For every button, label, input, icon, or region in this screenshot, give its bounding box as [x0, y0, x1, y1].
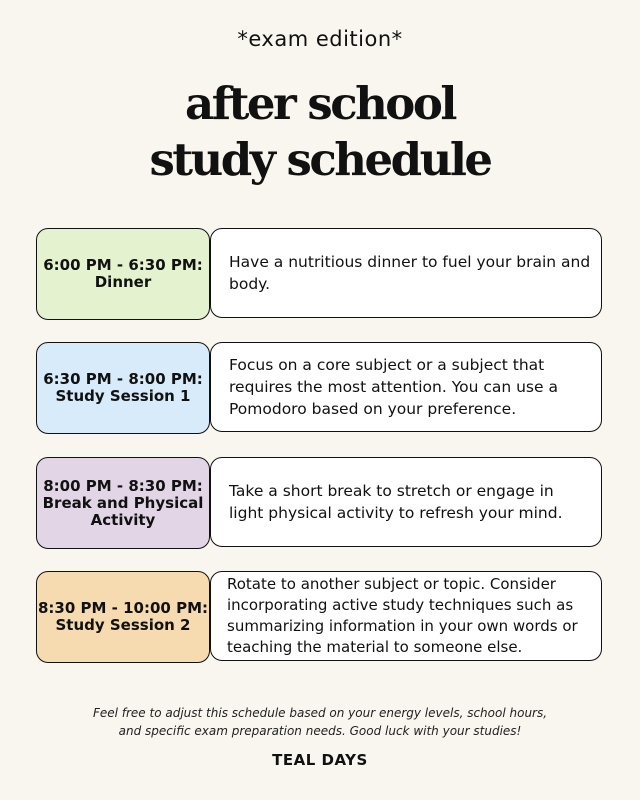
edition-label: *exam edition*	[237, 27, 403, 51]
time-range: 6:00 PM - 6:30 PM:	[43, 256, 203, 274]
activity-name: Study Session 1	[55, 387, 191, 405]
time-range: 6:30 PM - 8:00 PM:	[43, 370, 203, 388]
schedule-row-dinner	[36, 228, 604, 320]
activity-name: Dinner	[94, 273, 152, 291]
title-line-2: study schedule	[149, 133, 491, 186]
time-block	[36, 228, 210, 320]
brand-name: TEAL DAYS	[272, 751, 368, 769]
schedule-row-break	[36, 457, 604, 549]
page-title	[0, 76, 640, 188]
footer-note-line-2: and specific exam preparation needs. Good luck with your studies!	[118, 724, 522, 738]
title-line-1: after school	[185, 77, 455, 130]
activity-description: Have a nutritious dinner to fuel your brain and body.	[210, 228, 602, 318]
time-block	[36, 571, 210, 663]
schedule-row-study-session-1	[36, 342, 604, 434]
time-block	[36, 342, 210, 434]
footer-note-line-1: Feel free to adjust this schedule based on your energy levels, school hours,	[92, 706, 548, 720]
schedule-row-study-session-2	[36, 571, 604, 663]
activity-description: Rotate to another subject or topic. Consider incorporating active study techniques such as summarizing information in your own words or teaching the material to someone else.	[210, 571, 602, 661]
time-block	[36, 457, 210, 549]
footer-note	[0, 704, 640, 740]
activity-description: Focus on a core subject or a subject that requires the most attention. You can use a Pomodoro based on your preference.	[210, 342, 602, 432]
activity-description: Take a short break to stretch or engage in light physical activity to refresh your mind.	[210, 457, 602, 547]
activity-name: Study Session 2	[55, 616, 191, 634]
activity-name: Break and Physical Activity	[42, 493, 204, 529]
time-range: 8:00 PM - 8:30 PM:	[43, 476, 203, 495]
time-range: 8:30 PM - 10:00 PM:	[37, 599, 208, 617]
